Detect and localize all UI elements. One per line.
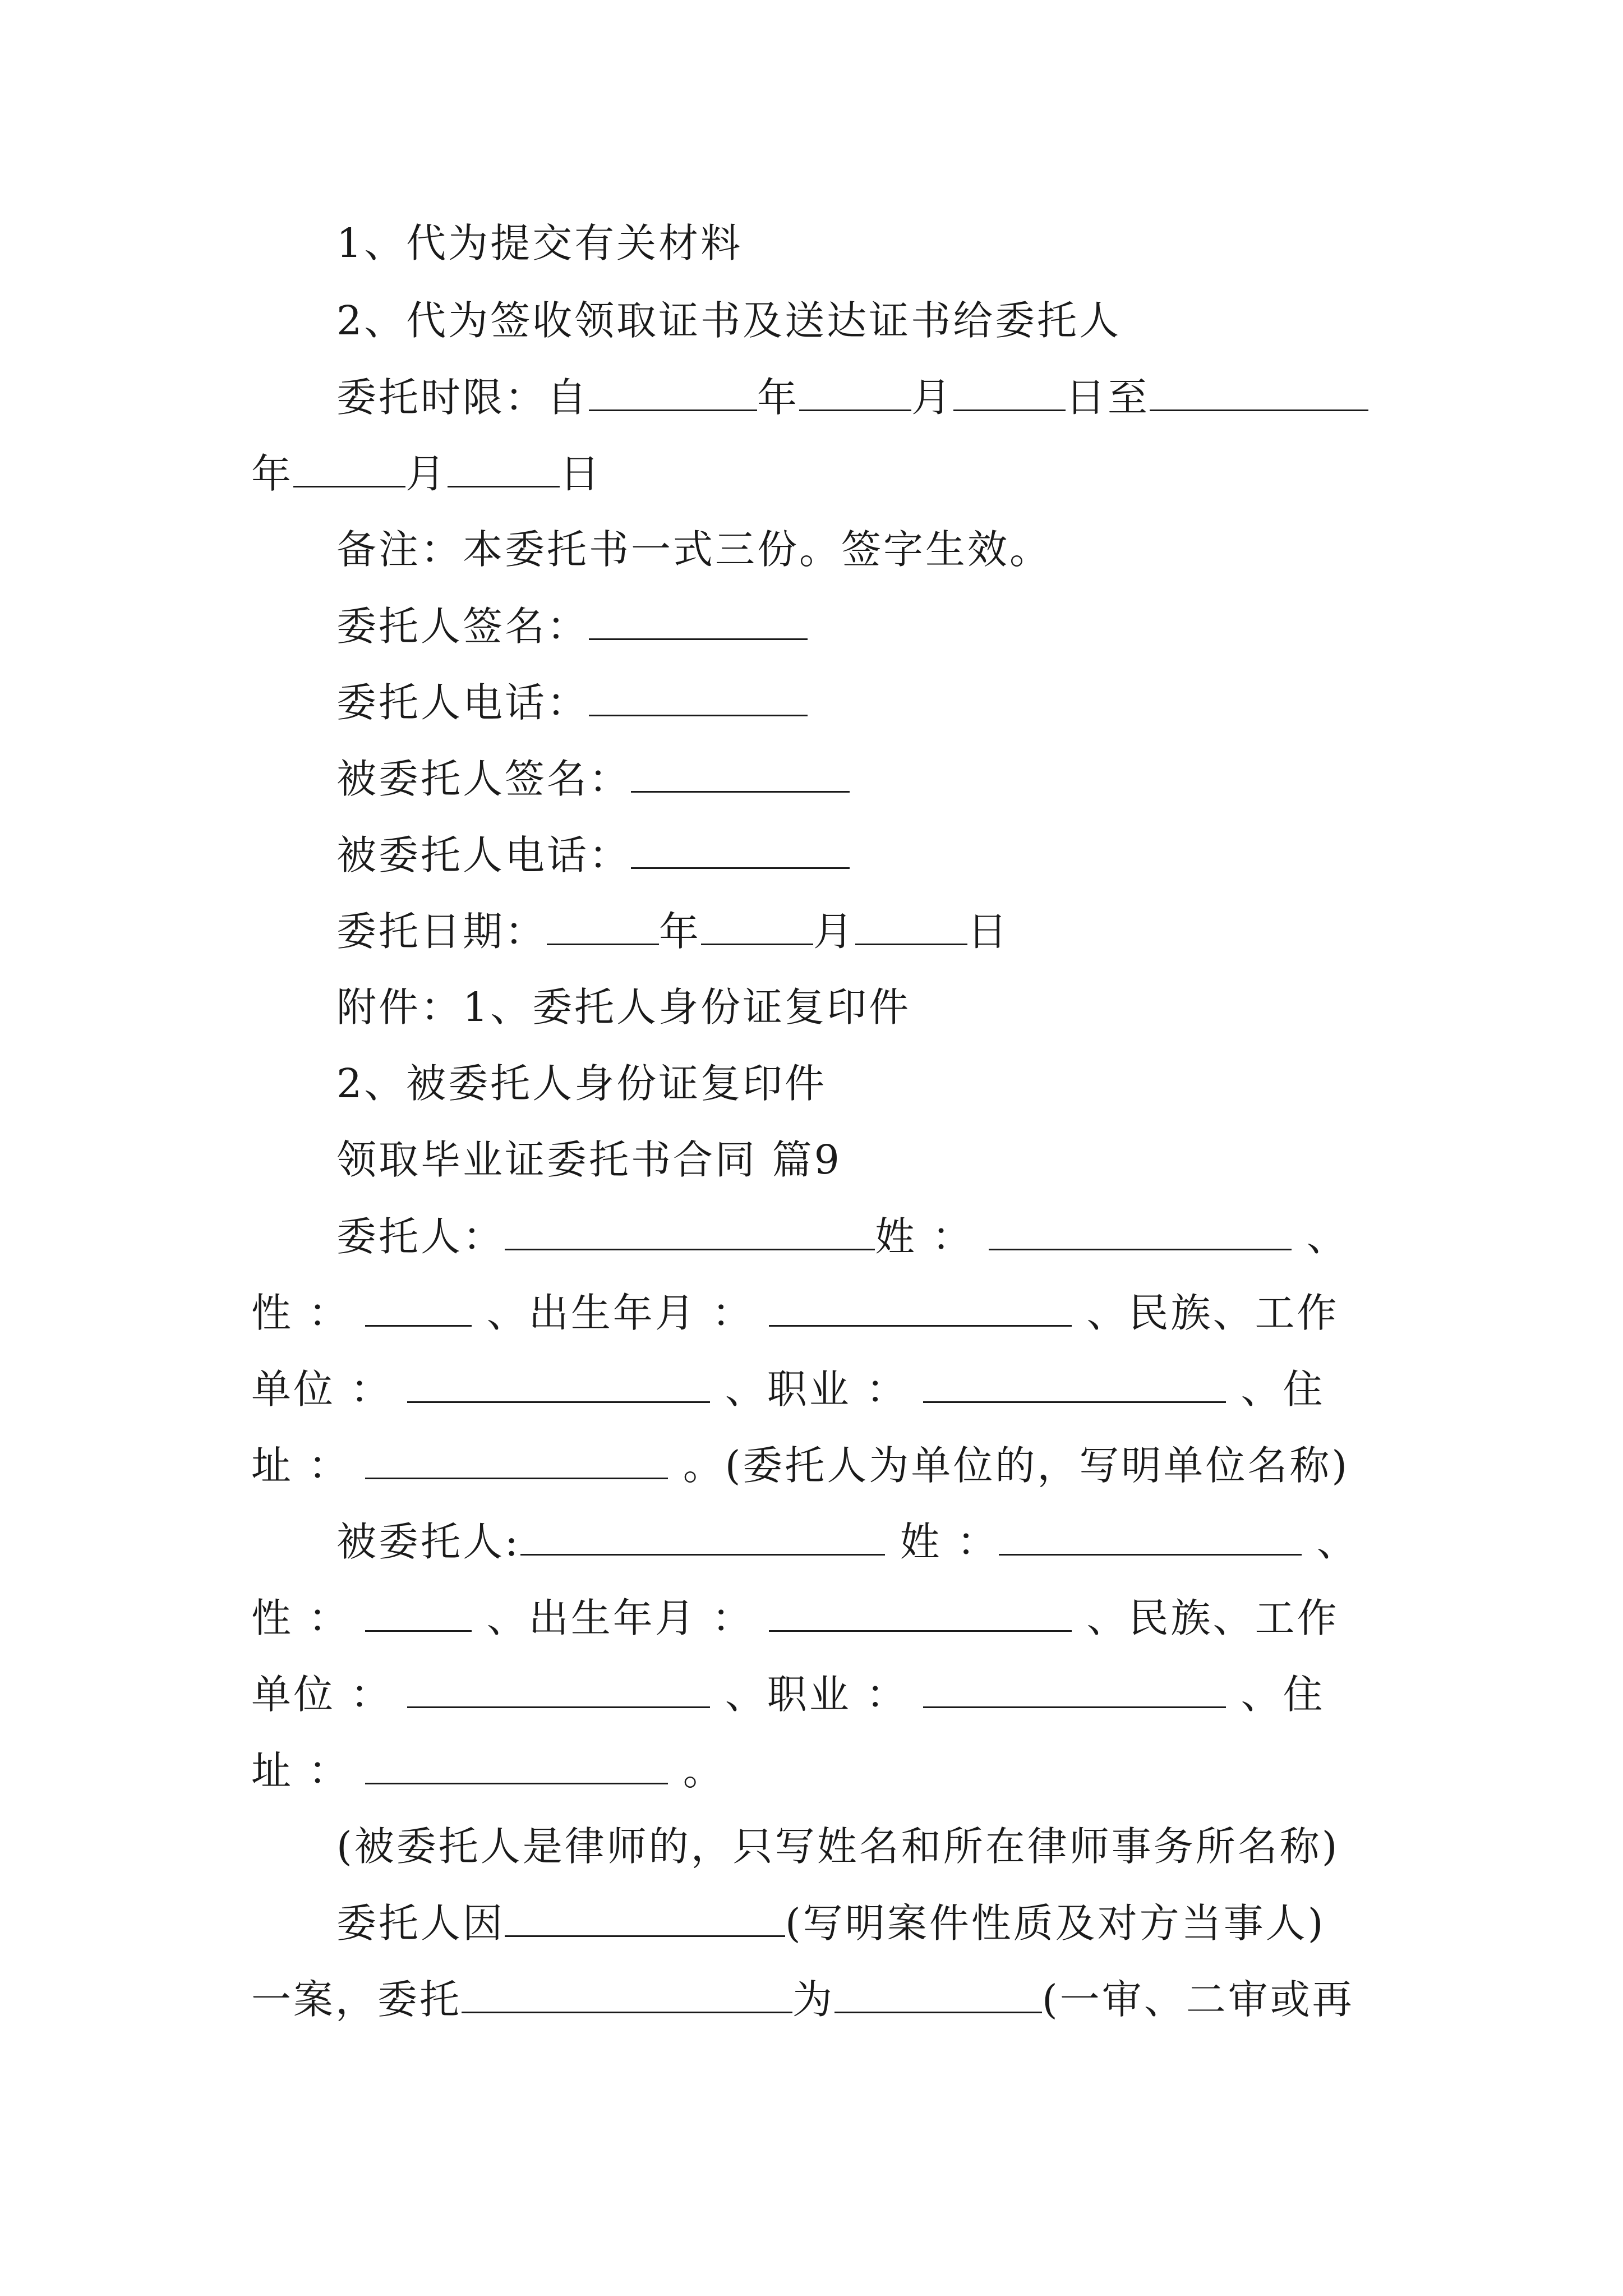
lawyer-note: (被委托人是律师的，只写姓名和所在律师事务所名称) (336, 1823, 1340, 1870)
list-item: 2、代为签收领取证书及送达证书给委托人 (336, 297, 1122, 344)
remark-line: 备注：本委托书一式三份。签字生效。 (336, 526, 1052, 573)
agent-line: 性 ： 、出生年月 ： 、民族、工作 (251, 1591, 1339, 1645)
term-line-cont: 年 月 日 (251, 447, 602, 501)
phone-line: 委托人电话： (336, 675, 808, 730)
term-line: 委托时限：自 年 月 日至 (336, 370, 1368, 425)
agent-line: 单位 ： 、职业 ： 、住 (251, 1667, 1325, 1722)
principal-line: 性 ： 、出生年月 ： 、民族、工作 (251, 1286, 1339, 1340)
agent-line: 被委托人: 姓 ： 、 (336, 1515, 1359, 1569)
case-line: 委托人因 (写明案件性质及对方当事人) (336, 1896, 1325, 1950)
attachment-line: 附件：1、委托人身份证复印件 (336, 984, 911, 1030)
principal-line: 址 ： 。(委托人为单位的，写明单位名称) (251, 1438, 1349, 1493)
list-item: 1、代为提交有关材料 (336, 220, 743, 266)
agent-line: 址 ： 。 (251, 1743, 725, 1798)
attachment-line: 2、被委托人身份证复印件 (336, 1060, 827, 1107)
phone-line: 被委托人电话： (336, 828, 850, 882)
signature-line: 被委托人签名： (336, 752, 850, 806)
principal-line: 委托人： 姓 ： 、 (336, 1209, 1349, 1264)
signature-line: 委托人签名： (336, 599, 808, 654)
principal-line: 单位 ： 、职业 ： 、住 (251, 1362, 1325, 1416)
section-heading: 领取毕业证委托书合同 篇9 (336, 1137, 842, 1183)
date-line: 委托日期： 年 月 日 (336, 904, 1009, 959)
case-line: 一案，委托 为 (一审、二审或再 (251, 1972, 1354, 2027)
